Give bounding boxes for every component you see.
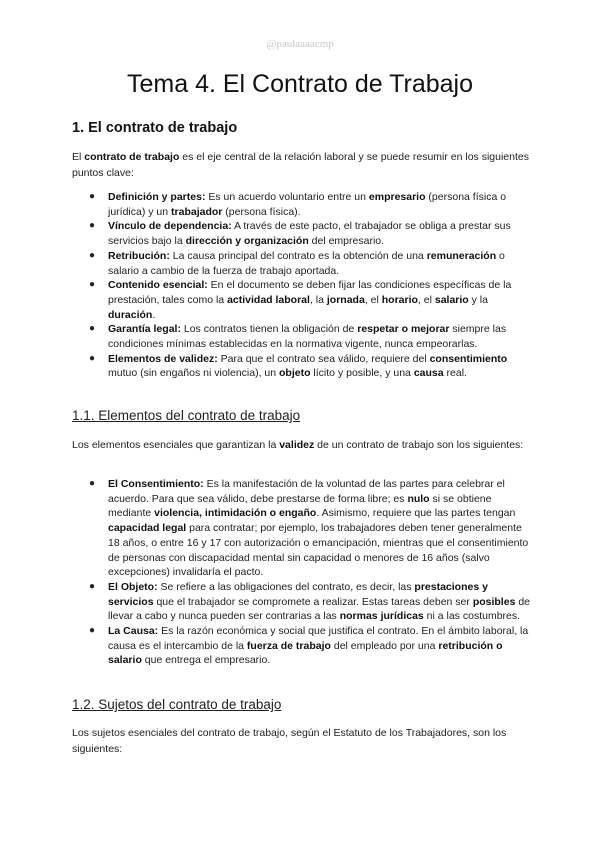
bold-text: normas jurídicas — [339, 610, 424, 623]
section-1-1-intro — [72, 437, 534, 453]
text-run: del empresario. — [308, 235, 385, 248]
bold-text: horario — [381, 293, 418, 306]
text-run: siempre las condiciones mínimas establecidas en la normativa vigente, nunca empeorarlas. — [108, 323, 507, 351]
section-1-intro — [72, 149, 534, 181]
document-title: Tema 4. El Contrato de Trabajo — [126, 70, 474, 98]
watermark: @paulaaaacmp — [266, 38, 334, 50]
bullet-icon: ● — [89, 191, 96, 202]
text-run: El — [72, 151, 85, 163]
bullet-item — [72, 352, 534, 381]
bullet-item — [72, 477, 534, 580]
bullet-item — [72, 219, 534, 248]
text-run: Se refiere a las obligaciones del contrato, es decir, las — [157, 580, 415, 593]
bold-text: remuneración — [426, 249, 497, 262]
bold-text: objeto — [279, 367, 311, 380]
bold-text: nulo — [407, 492, 430, 505]
bullet-icon: ● — [89, 323, 96, 335]
section-1-2-intro — [72, 725, 534, 757]
text-run: o salario a cambio de la fuerza de trabajo aportada. — [108, 249, 505, 277]
text-run: Es la manifestación de la voluntad de las partes para celebrar el acuerdo. Para que sea válido, debe prestarse de forma libre; es — [108, 478, 505, 505]
bullet-item — [72, 278, 534, 322]
bold-text: trabajador — [171, 205, 223, 218]
bold-text: empresario — [368, 191, 426, 203]
bold-text: El Objeto: — [108, 580, 158, 593]
section-1-bullet-list — [72, 190, 534, 381]
bold-text: dirección y organización — [185, 235, 309, 248]
bold-text: La Causa: — [108, 625, 159, 638]
bold-text: violencia, intimidación o engaño — [154, 507, 317, 520]
text-run: Los sujetos esenciales del contrato de trabajo, según el Estatuto de los Trabajadores, son los siguientes: — [72, 727, 507, 755]
bold-text: consentimiento — [429, 352, 508, 365]
text-run: Los elementos esenciales que garantizan la — [72, 439, 280, 451]
text-run: si se obtiene mediante — [108, 492, 492, 520]
text-run: que el trabajador se compromete a realizar. Estas tareas deben ser — [153, 595, 473, 608]
text-run: que entrega el empresario. — [141, 654, 271, 667]
text-run: es el eje central de la relación laboral y se puede resumir en los siguientes puntos clave: — [72, 151, 529, 179]
bullet-item — [72, 322, 534, 351]
text-run: . Asimismo, requiere que las partes tengan — [316, 507, 516, 520]
bold-text: capacidad legal — [108, 522, 187, 535]
bold-text: Retribución: — [108, 249, 170, 262]
bold-text: causa — [413, 367, 444, 380]
bullet-item — [72, 249, 534, 278]
text-run: y la — [468, 293, 488, 306]
bold-text: Contenido esencial: — [108, 279, 208, 292]
text-run: (persona física). — [222, 205, 301, 218]
text-run: del empleado por una — [330, 639, 439, 652]
section-heading-1: 1. El contrato de trabajo — [72, 120, 238, 136]
bullet-item — [72, 580, 534, 624]
bold-text: respetar o mejorar — [357, 323, 450, 336]
bold-text: contrato de trabajo — [84, 151, 180, 163]
section-heading-1-1: 1.1. Elementos del contrato de trabajo — [72, 408, 301, 423]
text-run: Para que el contrato sea válido, requiere del — [217, 352, 430, 365]
text-run: , la — [309, 293, 327, 306]
section-1-1-bullet-list — [72, 477, 534, 668]
text-run: real. — [443, 367, 467, 380]
bullet-icon: ● — [89, 249, 96, 261]
bullet-icon: ● — [89, 478, 96, 489]
bold-text: duración — [108, 308, 153, 321]
text-run: ni a las costumbres. — [423, 610, 521, 623]
bullet-icon: ● — [89, 625, 96, 637]
text-run: . — [152, 308, 156, 321]
text-run: , el — [417, 293, 435, 306]
text-run: (persona física o jurídica) y un — [108, 191, 507, 218]
text-run: A través de este pacto, el trabajador se obliga a prestar sus servicios bajo la — [108, 220, 511, 248]
bullet-icon: ● — [89, 580, 96, 592]
bold-text: actividad laboral — [227, 293, 310, 306]
text-run: mutuo (sin engaños ni violencia), un — [108, 367, 280, 380]
bold-text: El Consentimiento: — [108, 478, 204, 490]
bullet-icon: ● — [89, 279, 96, 291]
bold-text: posibles — [472, 595, 516, 608]
bullet-item — [72, 624, 534, 668]
bold-text: Vínculo de dependencia: — [108, 220, 232, 233]
text-run: Es un acuerdo voluntario entre un — [205, 191, 369, 203]
bold-text: salario — [434, 293, 469, 306]
bold-text: prestaciones y servicios — [108, 580, 488, 608]
bold-text: fuerza de trabajo — [246, 639, 331, 652]
bullet-icon: ● — [89, 352, 96, 364]
text-run: de llevar a cabo y nunca pueden ser contrarias a las — [108, 595, 531, 623]
bullet-item — [72, 190, 534, 219]
bold-text: Garantía legal: — [108, 323, 181, 336]
text-run: Es la razón económica y social que justifica el contrato. En el ámbito laboral, la causa es el intercambio de la — [108, 625, 529, 652]
text-run: Los contratos tienen la obligación de — [180, 323, 358, 336]
bold-text: jornada — [326, 293, 365, 306]
bold-text: Elementos de validez: — [108, 352, 218, 365]
text-run: lícito y posible, y una — [310, 367, 414, 380]
text-run: de un contrato de trabajo son los siguientes: — [314, 439, 524, 451]
bold-text: retribución o salario — [108, 639, 503, 667]
bold-text: validez — [279, 439, 315, 451]
text-run: , el — [364, 293, 382, 306]
bullet-icon: ● — [89, 220, 96, 232]
bold-text: Definición y partes: — [108, 191, 206, 203]
text-run: En el documento se deben fijar las condiciones específicas de la prestación, tales como la — [108, 279, 512, 306]
section-heading-1-2: 1.2. Sujetos del contrato de trabajo — [72, 697, 282, 712]
text-run: La causa principal del contrato es la obtención de una — [169, 249, 427, 262]
text-run: para contratar; por ejemplo, los trabajadores deben tener generalmente 18 años, o entre 16 y 17 con autorización o emancipación, mientras que el consentimiento de personas con discapacidad mental sin capacidad o menores de 16 años (salvo excepciones) invalidaría el pacto. — [108, 522, 529, 579]
